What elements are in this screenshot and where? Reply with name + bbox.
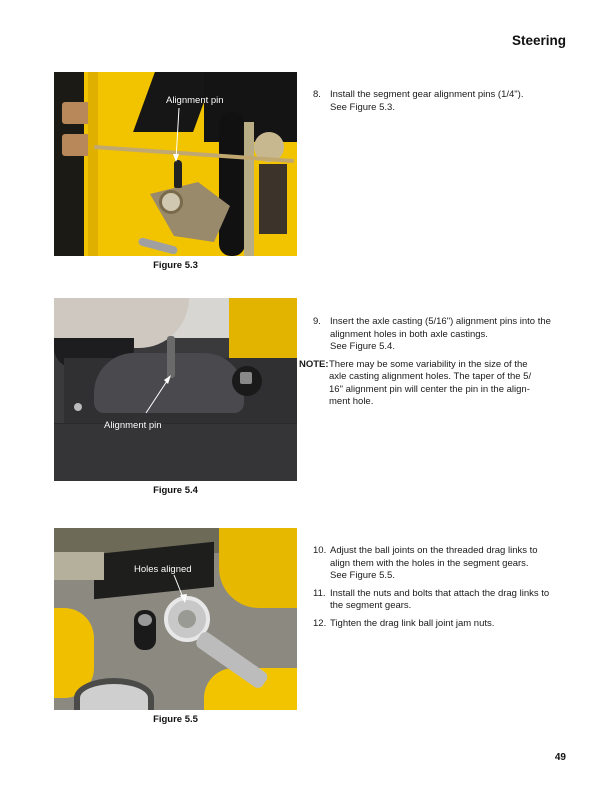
step-text: See Figure 5.5.	[330, 570, 395, 581]
step-text: Insert the axle casting (5/16") alignment pins into the	[330, 316, 551, 327]
step-item	[313, 316, 573, 354]
ball-joint-photo	[54, 528, 297, 710]
figure-caption: Figure 5.4	[153, 485, 198, 496]
note-label: NOTE:	[299, 358, 329, 370]
instruction-group-figure-5-3	[313, 89, 573, 119]
step-text: See Figure 5.3.	[330, 101, 395, 113]
figure-callout: Holes aligned	[134, 564, 192, 575]
figure-caption: Figure 5.5	[153, 714, 198, 725]
figure-5-3-photo	[54, 72, 297, 256]
step-text: the segment gears.	[330, 600, 412, 611]
step-text: alignment holes in both axle castings.	[330, 328, 488, 340]
step-number: 9.	[313, 316, 321, 327]
step-text: Tighten the drag link ball joint jam nuts.	[330, 617, 495, 629]
step-item	[313, 545, 573, 583]
note-text: There may be some variability in the size of the	[329, 358, 528, 370]
axle-casting-photo	[54, 298, 297, 481]
figure-caption: Figure 5.3	[153, 260, 198, 271]
page-number: 49	[554, 752, 566, 763]
figure-5-5-photo	[54, 528, 297, 710]
step-number: 10.	[313, 545, 327, 556]
figure-5-4-photo	[54, 298, 297, 481]
step-number: 11.	[313, 587, 326, 599]
callout-arrow-icon	[54, 298, 297, 481]
note-text: ment hole.	[329, 396, 374, 407]
note-text: axle casting alignment holes. The taper of the 5/	[329, 371, 532, 382]
callout-arrow-icon	[54, 528, 297, 710]
instruction-group-figure-5-4	[299, 316, 573, 409]
step-item	[313, 89, 573, 114]
step-text: Install the nuts and bolts that attach the drag links to	[330, 587, 550, 599]
step-text: align them with the holes in the segment gears.	[330, 557, 529, 569]
step-item	[313, 618, 573, 631]
step-text: Adjust the ball joints on the threaded drag links to	[330, 545, 538, 556]
figure-callout: Alignment pin	[166, 95, 224, 106]
section-title: Steering	[511, 33, 566, 48]
figure-callout: Alignment pin	[104, 420, 162, 431]
instruction-group-figure-5-5	[313, 545, 573, 635]
note-block	[300, 359, 573, 409]
note-text: 16" alignment pin will center the pin in the align-	[329, 383, 530, 395]
step-text: See Figure 5.4.	[330, 341, 395, 352]
step-number: 12.	[313, 617, 327, 629]
step-text: Install the segment gear alignment pins (1/4").	[330, 89, 524, 100]
step-item	[313, 588, 573, 613]
step-number: 8.	[313, 89, 321, 100]
